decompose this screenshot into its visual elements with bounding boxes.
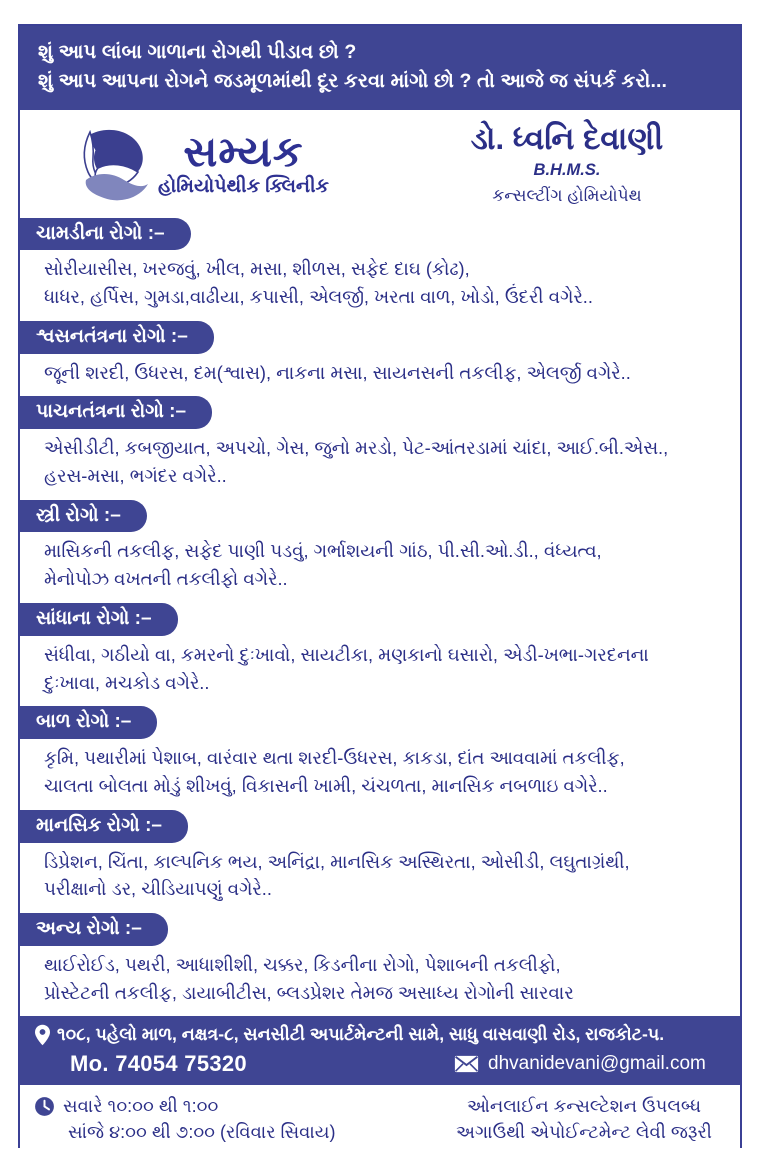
section-body: [20, 429, 740, 498]
section-title: પાચનતંત્રના રોગો :–: [20, 396, 212, 429]
section-title: બાળ રોગો :–: [20, 706, 157, 739]
clinic-logo-icon: [68, 122, 154, 208]
section-line: ડિપ્રેશન, ચિંતા, કાલ્પનિક ભય, અનિંદ્રા, માનસિક અસ્થિરતા, ઓસીડી, લઘુતાગ્રંથી,: [44, 850, 630, 872]
section-body: [20, 636, 740, 705]
section-body: [20, 739, 740, 808]
doctor-role: કન્સલ્ટીંગ હોમિયોપેથ: [492, 185, 642, 205]
section-title: ચામડીના રોગો :–: [20, 218, 191, 251]
disease-section: [20, 603, 740, 706]
online-consultation: ઓનલાઈન કન્સલ્ટેશન ઉપલબ્ધ: [466, 1095, 702, 1116]
contact-band: [20, 1016, 740, 1085]
location-pin-icon: [34, 1024, 51, 1046]
section-title: અન્ય રોગો :–: [20, 913, 168, 946]
email-address: dhvanidevani@gmail.com: [488, 1052, 706, 1074]
online-info: [454, 1093, 724, 1145]
section-title: સ્ત્રી રોગો :–: [20, 500, 147, 533]
poster-frame: [18, 24, 742, 1148]
section-title: શ્વસનતંત્રના રોગો :–: [20, 321, 214, 354]
clinic-wordmark: [158, 127, 329, 200]
section-body: [20, 532, 740, 601]
section-line: મેનોપોઝ વખતની તકલીફો વગેરે..: [44, 568, 288, 590]
clinic-branding: [30, 122, 422, 208]
headline-line-2: શું આપ આપના રોગને જડમૂળમાંથી દૂર કરવા માંગો છો ? તો આજે જ સંપર્ક કરો...: [38, 70, 667, 93]
section-line: ચાલતા બોલતા મોડું શીખવું, વિકાસની ખામી, ચંચળતા, માનસિક નબળાઇ વગેરે..: [44, 774, 608, 796]
section-body: [20, 843, 740, 912]
section-line: પ્રોસ્ટેટની તકલીફ, ડાયાબીટીસ, બ્લડપ્રેશર તેમજ અસાધ્ય રોગોની સારવાર: [44, 981, 574, 1003]
address-row: [34, 1022, 724, 1047]
doctor-degree: B.H.M.S.: [533, 161, 601, 180]
disease-section: [20, 500, 740, 603]
disease-section: [20, 321, 740, 397]
email-cell[interactable]: [454, 1053, 724, 1075]
section-line: સોરીયાસીસ, ખરજવું, ખીલ, મસા, શીળસ, સફેદ દાઘ (કોઢ),: [44, 258, 470, 280]
section-body: [20, 946, 740, 1015]
doctor-name: ડો. ધ્વનિ દેવાણી: [470, 121, 664, 157]
morning-hours: સવારે ૧૦:૦૦ થી ૧:૦૦: [63, 1095, 219, 1116]
timings-band: [20, 1085, 740, 1151]
disease-sections: [20, 218, 740, 1017]
evening-hours: સાંજે ૪:૦૦ થી ૭:૦૦ (રવિવાર સિવાય): [68, 1122, 336, 1143]
appointment-note: અગાઉથી એપોઈન્ટમેન્ટ લેવી જરૂરી: [456, 1122, 712, 1143]
section-line: જૂની શરદી, ઉધરસ, દમ(શ્વાસ), નાકના મસા, સાયનસની તકલીફ, એલર્જી વગેરે..: [44, 361, 631, 383]
disease-section: [20, 396, 740, 499]
section-line: સંધીવા, ગઠીયો વા, કમરનો દુઃખાવો, સાયટીકા, મણકાનો ઘસારો, એડી-ખભા-ગરદનના: [44, 643, 649, 665]
headline-band: [20, 26, 740, 110]
section-line: દુઃખાવા, મચકોડ વગેરે..: [44, 671, 210, 693]
section-line: માસિકની તકલીફ, સફેદ પાણી પડવું, ગર્ભાશયની ગાંઠ, પી.સી.ઓ.ડી., વંધ્યત્વ,: [44, 540, 602, 562]
section-line: થાઈરોઈડ, પથરી, આધાશીશી, ચક્કર, કિડનીના રોગો, પેશાબની તકલીફો,: [44, 953, 561, 975]
clinic-name: સમ્યક: [183, 127, 304, 175]
section-body: [20, 250, 740, 319]
headline-line-1: શું આપ લાંબા ગાળાના રોગથી પીડાવ છો ?: [38, 41, 357, 63]
disease-section: [20, 706, 740, 809]
section-line: પરીક્ષાનો ડર, ચીડિયાપણું વગેરે..: [44, 878, 272, 900]
section-line: કૃમિ, પથારીમાં પેશાબ, વારંવાર થતા શરદી-ઉધરસ, કાકડા, દાંત આવવામાં તકલીફ,: [44, 747, 625, 769]
envelope-icon: [454, 1055, 479, 1073]
section-title: સાંધાના રોગો :–: [20, 603, 178, 636]
doctor-details: [422, 121, 730, 207]
morning-hours-row: [34, 1093, 454, 1119]
section-line: હરસ-મસા, ભગંદર વગેરે..: [44, 464, 227, 486]
section-title: માનસિક રોગો :–: [20, 810, 188, 843]
address-text: ૧૦૮, પહેલો માળ, નક્ષત્ર-૮, સનસીટી અપાર્ટમેન્ટની સામે, સાધુ વાસવાણી રોડ, રાજકોટ-૫.: [57, 1024, 665, 1045]
clinic-type: હોમિયોપેથીક ક્લિનીક: [158, 175, 329, 197]
mobile-number[interactable]: Mo. 74054 75320: [70, 1050, 247, 1076]
clock-icon: [34, 1096, 55, 1117]
section-line: એસીડીટી, કબજીયાત, અપચો, ગેસ, જુનો મરડો, પેટ-આંતરડામાં ચાંદા, આઈ.બી.એસ.,: [44, 437, 669, 459]
section-body: [20, 354, 740, 395]
clinic-hours: [34, 1093, 454, 1145]
disease-section: [20, 913, 740, 1016]
disease-section: [20, 810, 740, 913]
contact-row: [34, 1051, 724, 1077]
section-line: ધાધર, હર્પિસ, ગુમડા,વાઢીયા, કપાસી, એલર્જી, ખરતા વાળ, ખોડો, ઉંદરી વગેરે..: [44, 286, 593, 308]
branding-row: [20, 110, 740, 218]
disease-section: [20, 218, 740, 321]
